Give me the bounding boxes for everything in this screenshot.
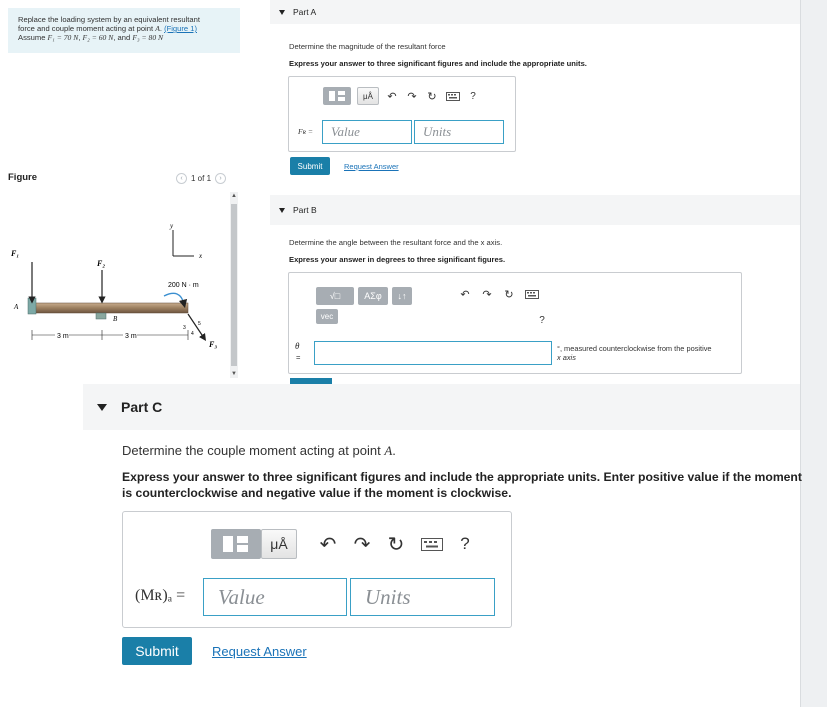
figure-page-count: 1 of 1 (191, 174, 212, 183)
page-scrollbar[interactable] (800, 0, 827, 707)
part-a-units-input[interactable]: Units (414, 120, 504, 144)
keyboard-icon[interactable] (524, 288, 540, 300)
slope-triangle-4: 4 (191, 331, 194, 337)
part-b-header[interactable] (270, 195, 800, 225)
figure-pager (176, 173, 226, 184)
next-figure-button[interactable]: › (215, 173, 226, 184)
part-c-question: Determine the couple moment acting at point A. (122, 443, 396, 458)
part-b-toolbar-right (458, 287, 540, 301)
collapse-caret-icon (279, 10, 285, 15)
part-a-title: Part A (293, 7, 317, 17)
part-c-answer-box (122, 511, 512, 628)
f2-value: F₂ = 60 N (82, 33, 114, 42)
keyboard-icon[interactable] (419, 534, 445, 554)
point-a-label: A (14, 303, 19, 311)
part-a-label: Fʀ = (298, 127, 314, 136)
part-c-label: (Mʀ)ₐ = (135, 587, 186, 604)
vector-button[interactable]: vec (316, 309, 338, 324)
part-a-instruction: Express your answer to three significant figures and include the appropriate units. (289, 59, 587, 68)
collapse-caret-icon (279, 208, 285, 213)
part-b-title: Part B (293, 205, 317, 215)
problem-line-2: force and couple moment acting at point A. (Figure 1) (18, 24, 197, 33)
figure-link[interactable]: (Figure 1) (164, 24, 197, 33)
undo-icon[interactable]: ↶ (387, 90, 397, 103)
part-c-value-input[interactable]: Value (203, 578, 347, 616)
part-c-units-input[interactable]: Units (350, 578, 495, 616)
greek-symbols-button[interactable]: ΑΣφ (358, 287, 388, 305)
part-b-theta-label: θ (295, 341, 300, 351)
scroll-down-icon[interactable]: ▼ (231, 371, 237, 377)
part-a-question: Determine the magnitude of the resultant force (289, 42, 446, 51)
redo-icon[interactable]: ↷ (407, 90, 417, 103)
part-a-request-answer-link[interactable]: Request Answer (344, 162, 399, 171)
force-f1-label: F₁ (11, 249, 20, 258)
prev-figure-button[interactable]: ‹ (176, 173, 187, 184)
couple-moment-label: 200 N · m (168, 282, 199, 289)
sub-superscript-button[interactable]: ↓↑ (392, 287, 412, 305)
scroll-thumb[interactable] (231, 204, 237, 366)
help-icon[interactable]: ? (460, 534, 470, 553)
part-c-request-answer-link[interactable]: Request Answer (212, 644, 307, 659)
part-c-instruction: Express your answer to three significant figures and include the appropriate units. Enter positive value if the moment is counterclockwise and negative value if the moment is clockwise. (122, 470, 802, 500)
force-f3-label: F₃ (209, 340, 218, 349)
problem-statement (8, 8, 240, 53)
part-a-section (270, 0, 800, 24)
template-icon (328, 90, 346, 102)
problem-line-3: Assume F₁ = 70 N, F₂ = 60 N, and F₃ = 80 N (18, 33, 164, 42)
units-button[interactable]: μÅ (357, 87, 379, 105)
templates-button[interactable] (211, 529, 261, 559)
part-b-suffix: °, measured counterclockwise from the positive x axis (557, 344, 712, 362)
collapse-caret-icon (97, 404, 107, 411)
part-a-value-input[interactable]: Value (322, 120, 412, 144)
help-icon[interactable]: ? (470, 90, 476, 102)
point-a-symbol: A (155, 24, 160, 33)
part-b-angle-input[interactable] (314, 341, 552, 365)
part-b-answer-box (288, 272, 742, 374)
template-icon (221, 534, 251, 554)
slope-triangle-3: 3 (183, 325, 186, 331)
couple-moment-arrow (164, 293, 184, 304)
figure-scrollbar[interactable] (230, 192, 238, 378)
problem-line-1: Replace the loading system by an equivalent resultant (18, 15, 200, 24)
undo-icon[interactable]: ↶ (460, 288, 470, 301)
figure-heading: Figure (8, 172, 38, 183)
redo-icon[interactable]: ↷ (482, 288, 492, 301)
part-a-submit-button[interactable]: Submit (290, 157, 330, 175)
part-c-title: Part C (121, 399, 163, 415)
f1-value: F₁ = 70 N (47, 33, 79, 42)
units-button[interactable]: μÅ (261, 529, 297, 559)
point-b-label: B (113, 315, 118, 323)
scroll-up-icon[interactable]: ▲ (231, 193, 237, 199)
beam (32, 303, 188, 313)
support-b (96, 313, 106, 319)
part-a-header[interactable] (270, 0, 800, 24)
reset-icon[interactable]: ↻ (387, 533, 405, 556)
sqrt-templates-button[interactable]: √□ (316, 287, 354, 305)
part-c-submit-button[interactable]: Submit (122, 637, 192, 665)
part-b-equals: = (296, 353, 301, 362)
point-a-symbol: A (384, 443, 393, 458)
support-a (28, 298, 36, 314)
reset-icon[interactable]: ↻ (504, 288, 514, 301)
dimension-label-2: 3 m (125, 333, 137, 340)
x-axis-label: x (199, 252, 203, 260)
part-b-toolbar-left (316, 287, 412, 305)
force-f2-label: F₂ (97, 259, 106, 268)
part-b-section (270, 195, 800, 225)
slope-triangle-5: 5 (198, 321, 201, 327)
part-a-answer-box (288, 76, 516, 152)
y-axis-label: y (170, 222, 174, 230)
part-c-toolbar (211, 529, 473, 559)
undo-icon[interactable]: ↶ (319, 533, 337, 556)
part-b-instruction: Express your answer in degrees to three significant figures. (289, 255, 506, 264)
redo-icon[interactable]: ↷ (353, 533, 371, 556)
dimension-label-1: 3 m (57, 333, 69, 340)
beam-figure (8, 192, 238, 378)
part-a-toolbar (323, 87, 479, 105)
templates-button[interactable] (323, 87, 351, 105)
f3-value: F₃ = 80 N (132, 33, 164, 42)
part-b-question: Determine the angle between the resultant force and the x axis. (289, 238, 503, 247)
keyboard-icon[interactable] (445, 90, 461, 102)
help-icon[interactable]: ? (539, 314, 545, 326)
part-c-header[interactable] (83, 384, 800, 430)
reset-icon[interactable]: ↻ (427, 90, 437, 103)
